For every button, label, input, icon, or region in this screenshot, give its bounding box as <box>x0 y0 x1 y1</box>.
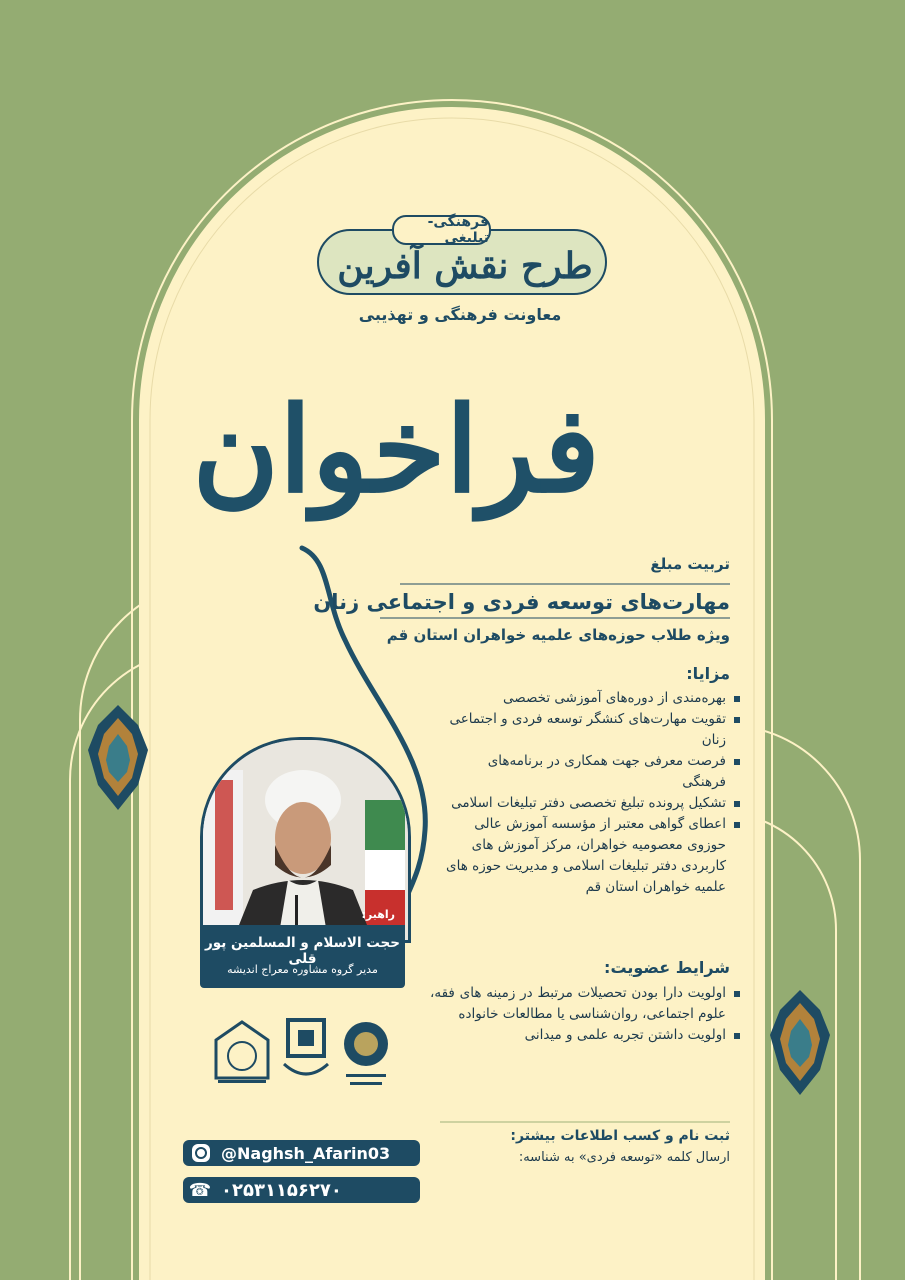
benefits-title: مزایا: <box>686 664 730 683</box>
page-headline: فراخوان <box>192 380 600 519</box>
list-item: تقویت مهارت‌های کنشگر توسعه فردی و اجتماعی زنان <box>440 709 740 751</box>
conditions-list <box>430 983 740 1046</box>
list-item: اولویت داشتن تجربه علمی و میدانی <box>430 1025 740 1046</box>
list-item: اعطای گواهی معتبر از مؤسسه آموزش عالی حوزوی معصومیه خواهران، مرکز آموزش های کاربردی دفتر تبلیغات اسلامی و مدیریت حوزه های علمیه خواهران استان قم <box>440 814 740 898</box>
right-ornament-icon <box>770 990 830 1095</box>
handle-text: @Naghsh_Afarin03 <box>221 1143 391 1163</box>
list-item: اولویت دارا بودن تحصیلات مرتبط در زمینه های فقه، علوم اجتماعی، روان‌شناسی یا مطالعات خانواده <box>430 983 740 1025</box>
benefits-list <box>440 688 740 898</box>
phone-text: ۰۲۵۳۱۱۵۶۲۷۰ <box>221 1179 342 1201</box>
course-kicker: تربیت مبلغ <box>650 555 730 573</box>
speaker-role: مدیر گروه مشاوره معراج اندیشه <box>227 963 378 976</box>
logo-office-icon <box>338 1014 394 1098</box>
program-subtitle: معاونت فرهنگی و تهذیبی <box>358 305 562 324</box>
list-item: بهره‌مندی از دوره‌های آموزشی تخصصی <box>440 688 740 709</box>
logo-institute-icon <box>208 1018 276 1090</box>
course-title: مهارت‌های توسعه فردی و اجتماعی زنان <box>313 590 730 614</box>
handle-badge[interactable] <box>183 1140 420 1166</box>
program-title: طرح نقش آفرین <box>337 245 593 287</box>
phone-badge[interactable] <box>183 1177 420 1203</box>
eitaa-icon <box>189 1143 213 1163</box>
course-audience: ویژه طلاب حوزه‌های علمیه خواهران استان قم <box>386 626 730 644</box>
speaker-label: راهبر: <box>361 908 395 921</box>
registration-title: ثبت نام و کسب اطلاعات بیشتر: <box>510 1128 730 1144</box>
registration-text: ارسال کلمه «توسعه فردی» به شناسه: <box>518 1150 730 1165</box>
speaker-name: حجت الاسلام و المسلمین پور قلی <box>204 935 401 967</box>
logo-province-icon <box>276 1014 336 1094</box>
phone-icon: ☎ <box>188 1179 214 1201</box>
category-tag: فرهنگی-تبلیغی <box>392 215 491 245</box>
list-item: تشکیل پرونده تبلیغ تخصصی دفتر تبلیغات اسلامی <box>440 793 740 814</box>
list-item: فرصت معرفی جهت همکاری در برنامه‌های فرهنگی <box>440 751 740 793</box>
conditions-title: شرایط عضویت: <box>604 958 730 977</box>
